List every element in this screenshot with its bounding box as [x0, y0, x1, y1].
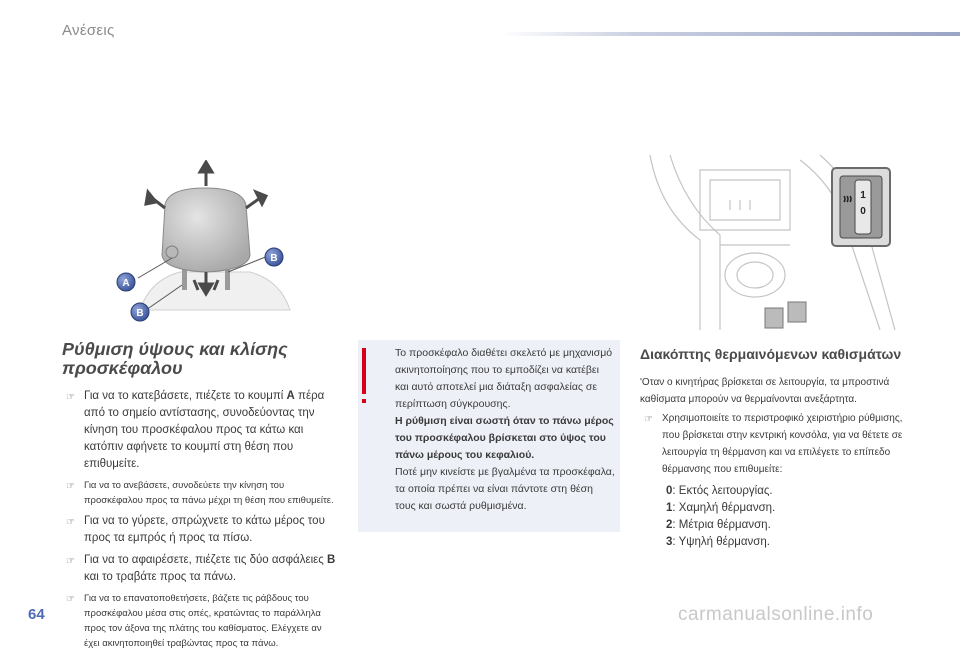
callout-a: [117, 273, 135, 291]
heating-intro: 'Οταν ο κινητήρας βρίσκεται σε λειτουργία, τα μπροστινά καθίσματα μπορούν να θερμαίνονται ανεξάρτητα.: [640, 377, 890, 405]
svg-text:A: A: [122, 278, 130, 289]
heating-option-1: 1: Χαμηλή θέρμανση.: [666, 502, 776, 514]
pointing-hand-icon: ☞: [644, 414, 653, 425]
bullet-refit: ☞ Για να το επανατοποθετήσετε, βάζετε τις ράβδους του προσκέφαλου μέσα στις οπές, κρατώντας το παράλληλα προς τον άξονα της πλάτης του καθίσματος. Ελέγχετε αν έχει ακινητοποιηθεί τραβώντας προς τα πάνω.: [66, 593, 322, 649]
pointing-hand-icon: ☞: [66, 556, 75, 567]
pointing-hand-icon: ☞: [66, 392, 75, 403]
exclamation-warning-icon: [362, 348, 366, 394]
bullet-tilt: ☞ Για να το γύρετε, σπρώχνετε το κάτω μέρος του προς τα εμπρός ή προς τα πίσω.: [66, 515, 325, 544]
heating-option-3: 3: Υψηλή θέρμανση.: [666, 536, 770, 548]
section-title: Ανέσεις: [62, 22, 115, 39]
headrest-section: [62, 340, 337, 656]
svg-text:1: 1: [860, 190, 866, 201]
headrest-title: Ρύθμιση ύψους και κλίσης προσκέφαλου: [62, 339, 288, 378]
pointing-hand-icon: ☞: [66, 594, 75, 605]
page-number: 64: [28, 606, 45, 623]
heating-option-2: 2: Μέτρια θέρμανση.: [666, 519, 771, 531]
heating-option-0: 0: Εκτός λειτουργίας.: [666, 485, 773, 497]
heated-seat-switch-illustration: [640, 150, 900, 330]
exclamation-warning-dot: [362, 399, 366, 403]
bullet-lower: ☞ Για να το κατεβάσετε, πιέζετε το κουμπί A πέρα από το σημείο αντίστασης, συνοδεύοντας την κίνηση του προσκέφαλου προς τα κάτω και κατόπιν αφήνετε το κουμπί στη θέση που επιθυμείτε.: [66, 390, 325, 470]
warning-text: [395, 345, 615, 515]
callout-b-left: [131, 303, 149, 321]
watermark: carmanualsonline.info: [678, 604, 874, 625]
headrest-illustration: [110, 160, 300, 325]
heating-section: [640, 345, 910, 551]
header-rule: [500, 32, 960, 36]
pointing-hand-icon: ☞: [66, 517, 75, 528]
warning-outro: Ποτέ μην κινείστε με βγαλμένα τα προσκέφαλα, τα οποία πρέπει να είναι πάντοτε στη θέση τους και σωστά ρυθμισμένα.: [395, 466, 615, 512]
bullet-remove: ☞ Για να το αφαιρέσετε, πιέζετε τις δύο ασφάλειες B και το τραβάτε προς τα πάνω.: [66, 554, 336, 583]
svg-text:B: B: [136, 308, 144, 319]
svg-text:B: B: [270, 253, 278, 264]
pointing-hand-icon: ☞: [66, 481, 75, 492]
heating-title: Διακόπτης θερμαινόμενων καθισμάτων: [640, 346, 902, 362]
warning-intro: Το προσκέφαλο διαθέτει σκελετό με μηχανισμό ακινητοποίησης που το εμποδίζει να κατέβει και αυτό αποτελεί μια διάταξη ασφαλείας σε περίπτωση σύγκρουσης.: [395, 347, 613, 410]
heated-seat-switch: [832, 168, 890, 246]
warning-bold: Η ρύθμιση είναι σωστή όταν το πάνω μέρος του προσκέφαλου βρίσκεται στο ύψος του πάνω μέρους του κεφαλιού.: [395, 415, 614, 461]
svg-text:0: 0: [860, 206, 866, 217]
callout-b-right: [265, 248, 283, 266]
heating-bullet: ☞ Χρησιμοποιείτε το περιστροφικό χειριστήριο ρύθμισης, που βρίσκεται στην κεντρική κονσόλα, για να θέτετε σε λειτουργία τη θέρμανση και να επιλέγετε το επίπεδο θέρμανσης που επιθυμείτε:: [644, 413, 903, 475]
bullet-raise: ☞ Για να το ανεβάσετε, συνοδεύετε την κίνηση του προσκέφαλου προς τα πάνω μέχρι τη θέση που επιθυμείτε.: [66, 480, 334, 506]
